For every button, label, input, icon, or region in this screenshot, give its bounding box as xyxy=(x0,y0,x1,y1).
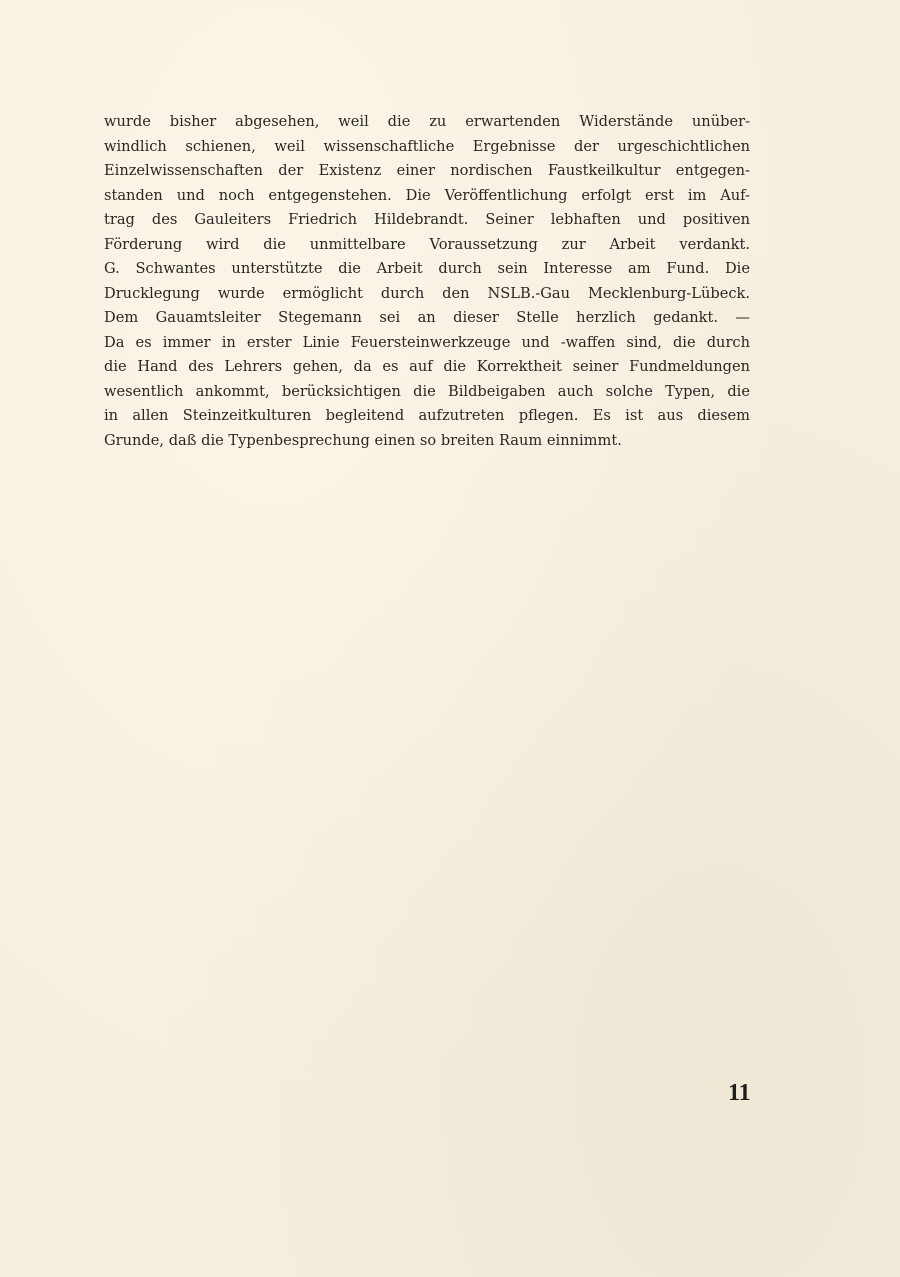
text-line-6: Förderung wird die unmittelbare Voraussetzung zur Arbeit verdankt. xyxy=(104,235,750,253)
text-line-12: wesentlich ankommt, berücksichtigen die Bildbeigaben auch solche Typen, die xyxy=(104,382,750,400)
text-line-1: wurde bisher abgesehen, weil die zu erwartenden Widerstände unüber- xyxy=(104,113,750,130)
text-line-3: Einzelwissenschaften der Existenz einer nordischen Faustkeilkultur entgegen- xyxy=(104,162,750,179)
text-line-14: Grunde, daß die Typenbesprechung einen so breiten Raum einnimmt. xyxy=(104,431,622,449)
text-line-10: Da es immer in erster Linie Feuersteinwerkzeuge und -waffen sind, die durch xyxy=(104,333,750,351)
text-line-13: in allen Steinzeitkulturen begleitend aufzutreten pflegen. Es ist aus diesem xyxy=(104,407,750,424)
text-line-4: standen und noch entgegenstehen. Die Veröffentlichung erfolgt erst im Auf- xyxy=(104,186,750,204)
text-line-11: die Hand des Lehrers gehen, da es auf die Korrektheit seiner Fundmeldungen xyxy=(104,358,750,375)
text-line-5: trag des Gauleiters Friedrich Hildebrandt. Seiner lebhaften und positiven xyxy=(104,211,750,228)
page-number: 11 xyxy=(728,1080,751,1106)
text-line-7: G. Schwantes unterstützte die Arbeit durch sein Interesse am Fund. Die xyxy=(104,260,750,277)
text-line-9: Dem Gauamtsleiter Stegemann sei an dieser Stelle herzlich gedankt. — xyxy=(104,309,750,326)
body-paragraph xyxy=(104,110,754,453)
text-line-2: windlich schienen, weil wissenschaftliche Ergebnisse der urgeschichtlichen xyxy=(104,137,750,155)
text-line-8: Drucklegung wurde ermöglicht durch den NSLB.-Gau Mecklenburg-Lübeck. xyxy=(104,284,750,302)
